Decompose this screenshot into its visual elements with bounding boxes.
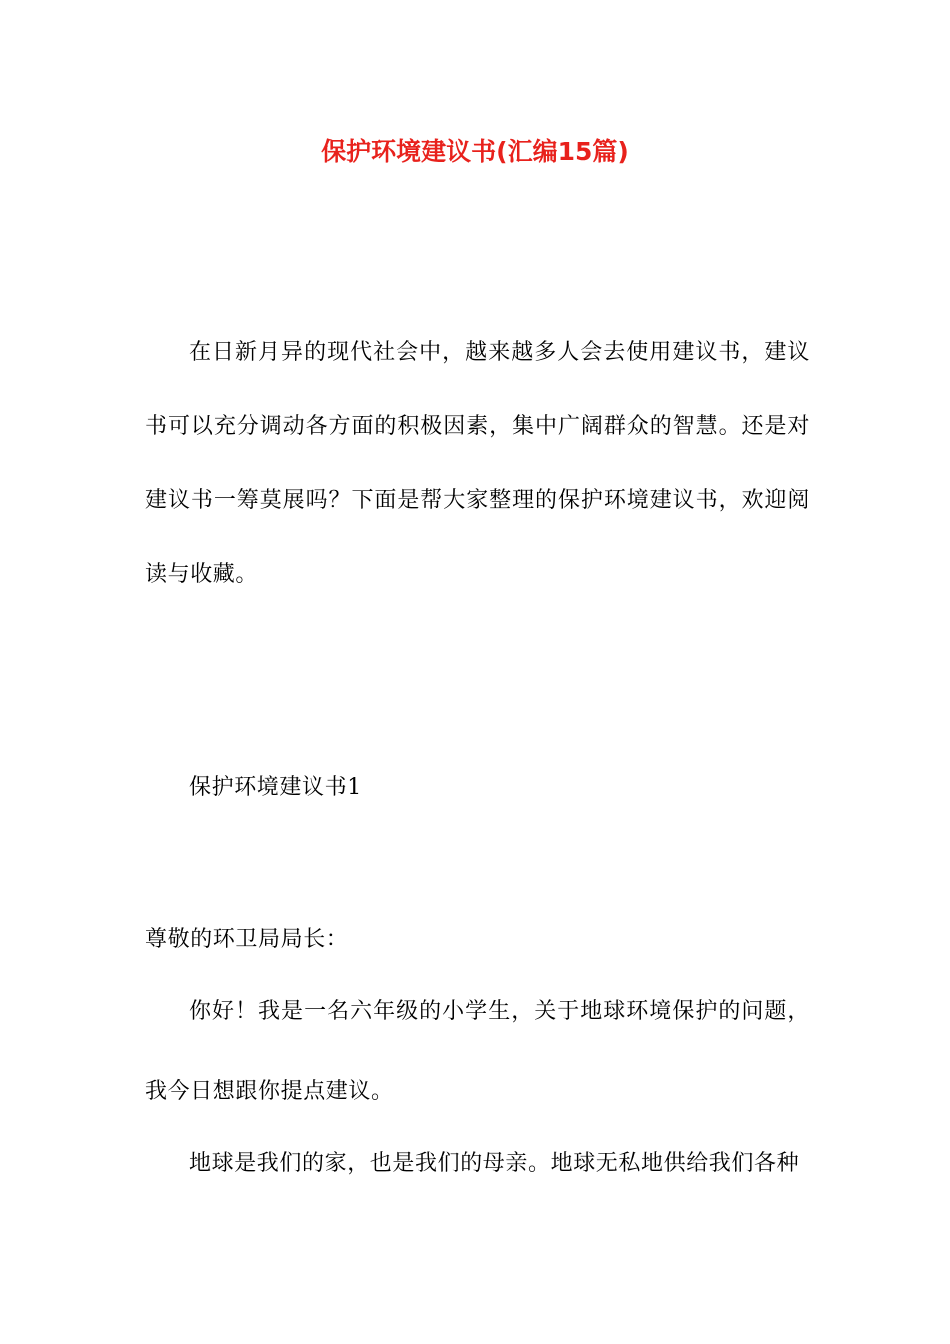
section-heading: 保护环境建议书1 [189, 775, 362, 800]
body-paragraph-1: 你好！我是一名六年级的小学生，关于地球环境保护的问题，我今日想跟你提点建议。 [145, 999, 810, 1104]
intro-paragraph: 在日新月异的现代社会中，越来越多人会去使用建议书，建议书可以充分调动各方面的积极因素，集中广阔群众的智慧。还是对建议书一筹莫展吗？下面是帮大家整理的保护环境建议书，欢迎阅读与收藏。 [145, 340, 810, 587]
body-paragraph-2: 地球是我们的家，也是我们的母亲。地球无私地供给我们各种 [189, 1151, 800, 1176]
salutation: 尊敬的环卫局局长： [145, 927, 349, 952]
document-title: 保护环境建议书(汇编15篇) [321, 137, 629, 166]
